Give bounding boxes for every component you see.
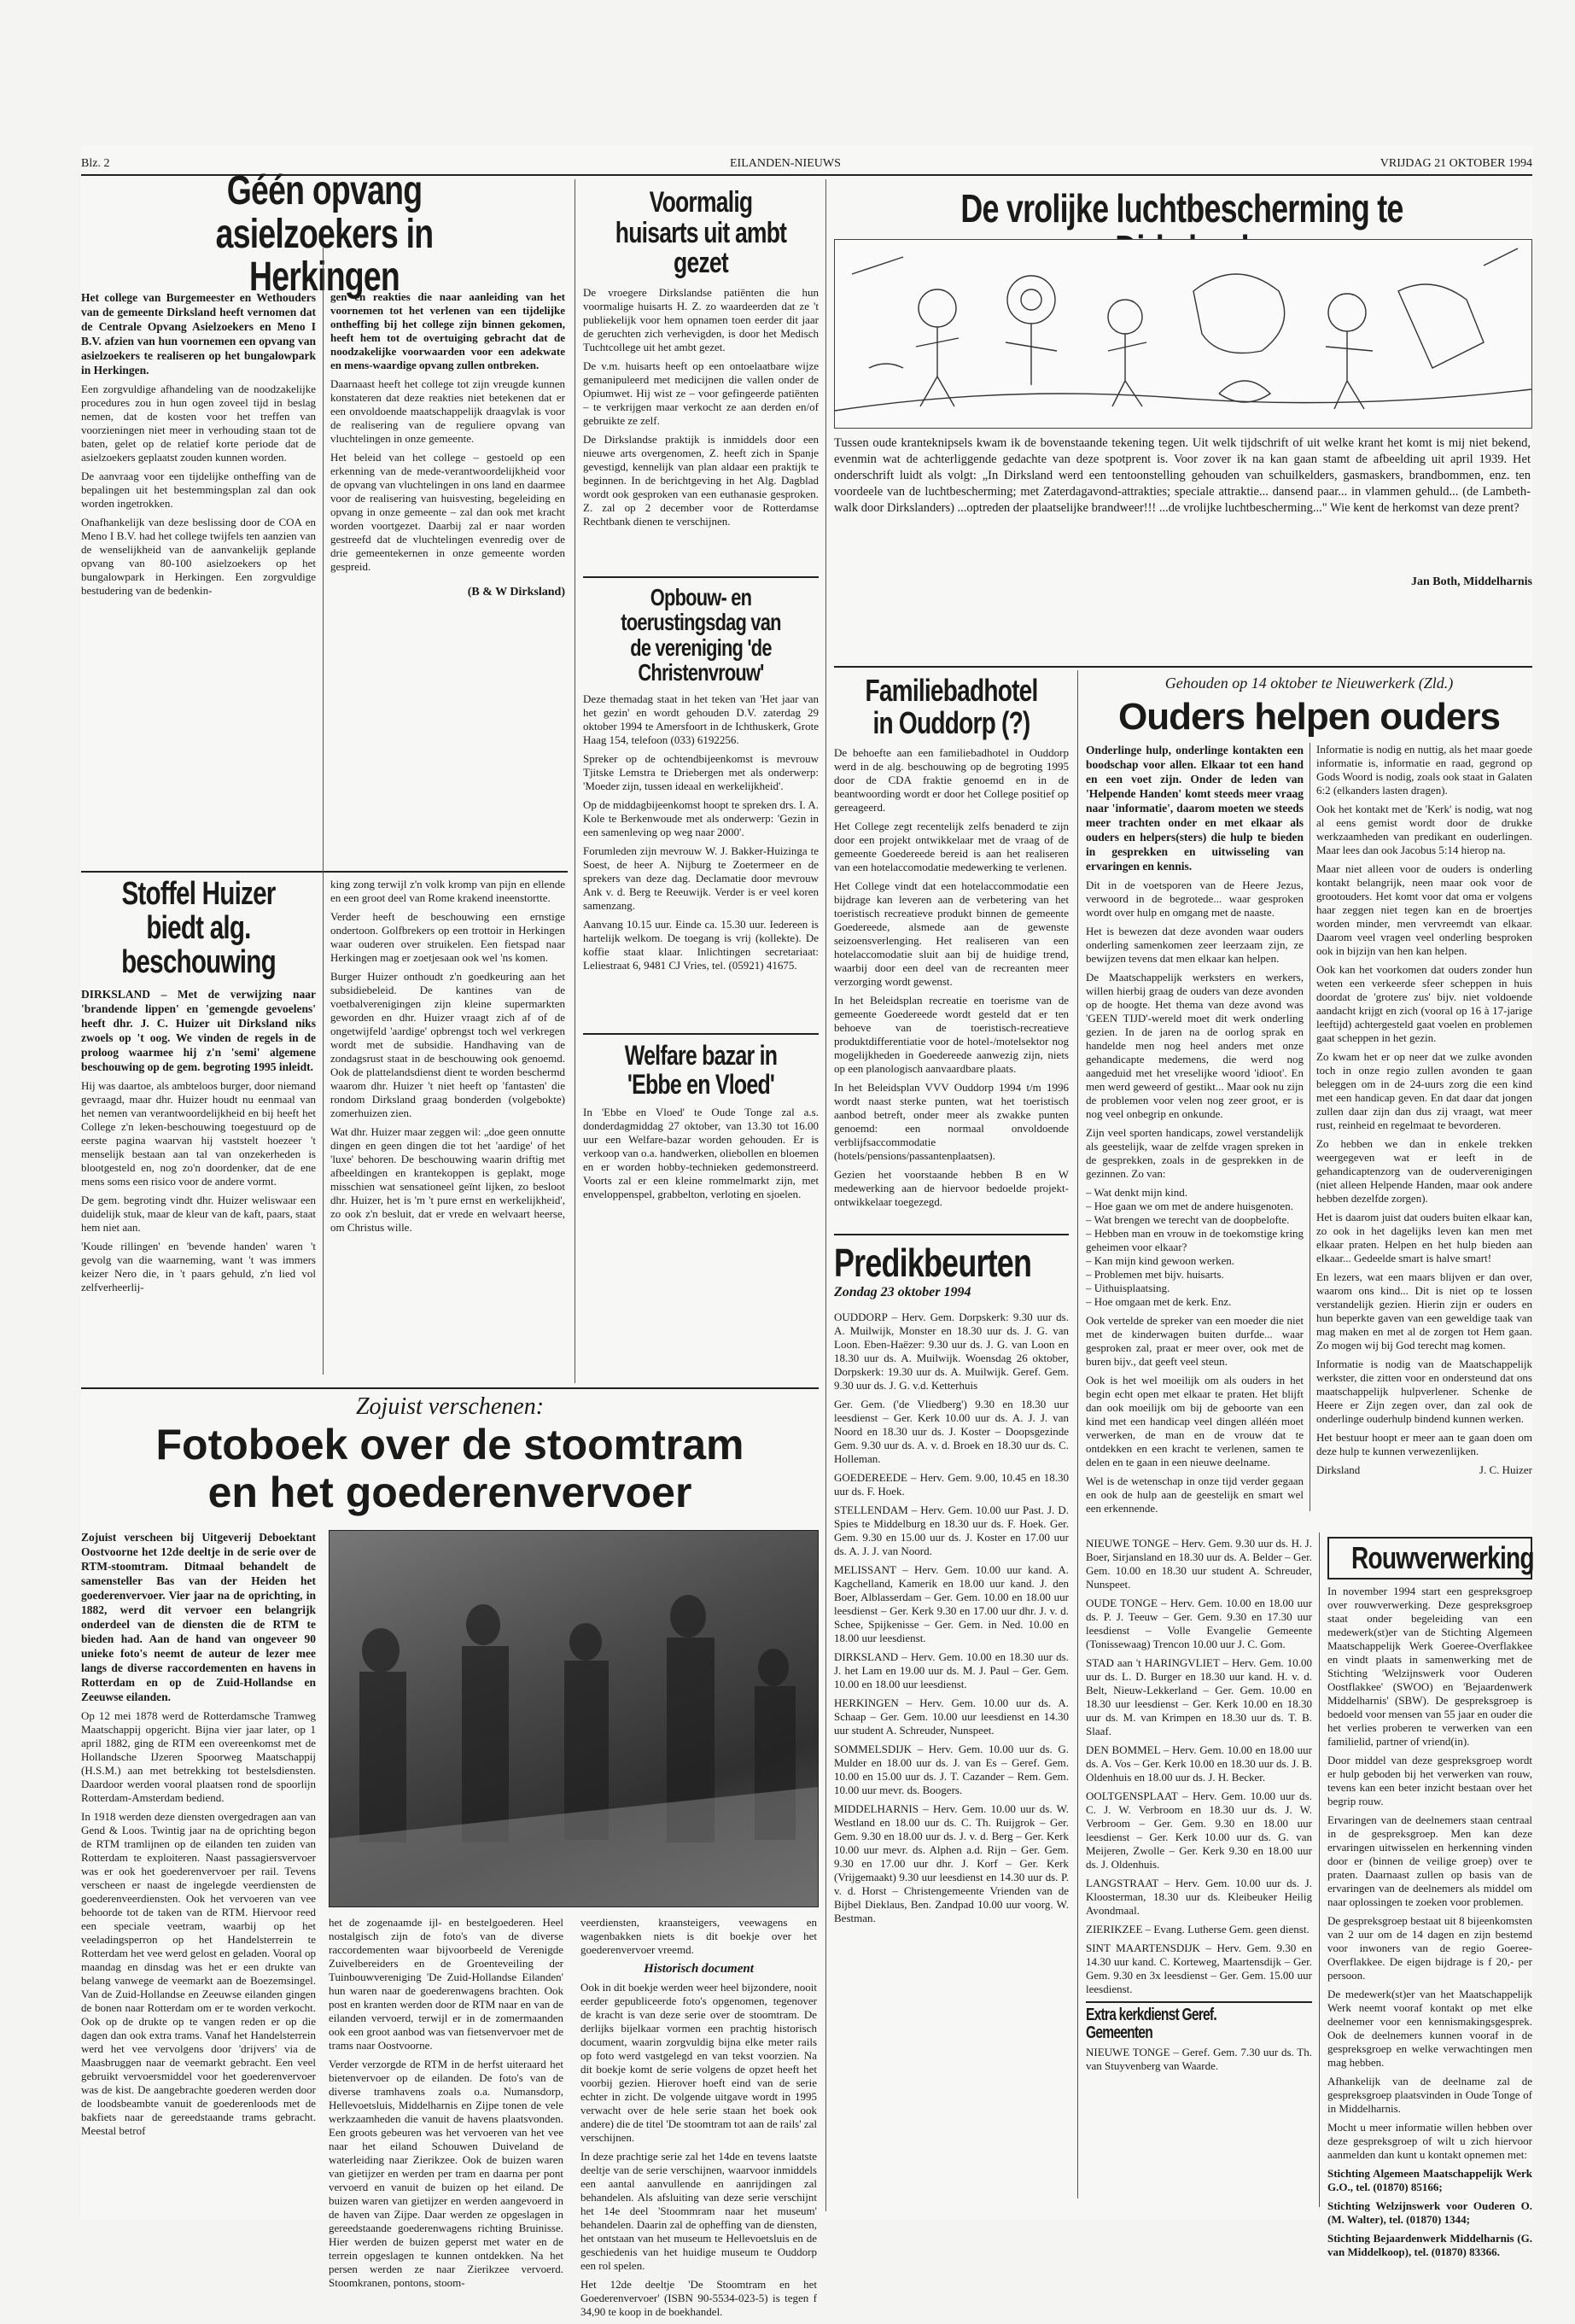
welfare-p1: In 'Ebbe en Vloed' te Oude Tonge zal a.s. donderdagmiddag 27 oktober, van 13.30 tot 16.00 uur een Welfare-bazar worden gehouden. Er is verkoop van o.a. handwerken, oliebollen en bloemen en er worden hobby-technieken gedemonstreerd. Voorts zal er een kleine rommelmarkt zijn, met enveloppenspel, grabbelton, verloting en sjoelen. bbox=[583, 1106, 819, 1201]
rouw-contact-2: Stichting Welzijnswerk voor Ouderen O. (M. Walter), tel. (01870) 1344; bbox=[1327, 2198, 1532, 2226]
opbouw-p1: Deze themadag staat in het teken van 'Het jaar van het gezin' en wordt gehouden D.V. zaterdag 29 oktober 1994 te Amersfoort in de Ichthuskerk, Grote Haag 154, telefoon (033) 6192256. bbox=[583, 692, 819, 746]
ouders-q3: – Wat brengen we terecht van de doopbeloftе. bbox=[1086, 1213, 1290, 1226]
ouders-r4: Ook kan het voorkomen dat ouders zonder hun weten een verkeerde sfeer scheppen in huis doordat de 'grotere zus' bijv. niet voldoende aandacht krijgt en zich (vooral op 16 à 17-jarige leeftijd) achtergesteld gaat voelen en problemen gaat scheppen in het gezin. bbox=[1316, 963, 1532, 1044]
service-entry: MIDDELHARNIS – Herv. Gem. 10.00 uur ds. W. Westland en 18.00 uur ds. C. Th. Ruijgrok – Ger. Gem. 9.30 en 18.00 uur ds. J. v. d. Berg – Ger. Kerk 10.00 uur mevr. ds. Alphen a.d. Rijn – Ger. Gem. 9.30 en 17.00 uur dhr. J. Korf – Ger. Kerk (Vrijgemaakt) 9.30 uur leesdienst en 14.30 uur ds. P. v. d. Horst – Christengemeente Vrienden van de Bijbel Dieklaus, Ben. Zandpad 10.00 uur voorg. W. Bestman. bbox=[834, 1802, 1069, 1924]
opbouw-title: Opbouw- en toerustingsdag van de vereniging 'de Christenvrouw' bbox=[621, 584, 781, 686]
stoffel-p6: Burger Huizer onthoudt z'n goedkeuring aan het subsidiebeleid. De kantines van de voetbalverenigingen zijn kleine supermarkten geworden en dhr. Huizer vraagt zich af of de ongetwijfeld 'aardige' opbrengst toch wel verkregen wordt met de subsidie. Handhaving van de zondagsrust staat in de beschouwing ook genoemd. Ook de plattelandsdienst dient te worden beschermd waarom dhr. Huizer 't niet heeft op 'fantasten' die rondom Dirksland graag bonderden (volgebokte) zomerhuizen zien. bbox=[330, 970, 565, 1119]
ouders-title: Ouders helpen ouders bbox=[1118, 696, 1500, 738]
opbouw-p3: Op de middagbijeenkomst hoopt te spreken drs. I. A. Kole te Berkenwoude met als onderwerp: 'Gezin in een samenleving op weg naar 2000'. bbox=[583, 797, 819, 838]
ouders-r2: Ook het kontakt met de 'Kerk' is nodig, wat nog al eens gemist wordt door de drukke werkzaamheden van predikant en ouderlingen. Maar lees dan ook Jacobus 5:14 hierop na. bbox=[1316, 803, 1532, 856]
service-entry: SOMMELSDIJK – Herv. Gem. 10.00 uur ds. G. Mulder en 18.00 uur ds. J. van Es – Geref. Gem. 10.00 en 15.00 uur ds. J. T. Cazander – Rem. Gem. 10.00 uur mevr. ds. Boogers. bbox=[834, 1743, 1069, 1796]
rouw-p4: De gespreksgroep bestaat uit 8 bijeenkomsten van 2 uur om de 14 dagen en zijn bestemd voor inwoners van de regio Goeree-Overflakkee. De eigen bijdrage is f 20,- per persoon. bbox=[1327, 1913, 1532, 1982]
ouders-r3: Maar niet alleen voor de ouders is onderling kontakt belangrijk, neen maar ook voor de grootouders. Het komt voor dat oma er volgens haar zeggen niet tegen kan en de broertjes worden minder, men vervreemdt van elkaar. Daarom veel vragen veel onderling besproken ook in bijzijn van hen kan helpen. bbox=[1316, 862, 1532, 957]
issue-date: VRIJDAG 21 OKTOBER 1994 bbox=[1380, 157, 1532, 170]
cartoon-drawing bbox=[835, 240, 1531, 428]
fotoboek-lead: Zojuist verscheen bij Uitgeverij Deboektant Oostvoorne het 12de deeltje in de serie over de RTM-stoomtram. Ditmaal behandelt de samensteller Bas van der Heiden het goederenvervoer. Vier jaar na de oprichting, in 1882, werd dit vervoer een belangrijk onderdeel van de diensten die de RTM te bieden had. Aan de hand van ongeveer 90 unieke foto's neemt de auteur de lezer mee langs de diverse raccordementen en havens in Rotterdam en op de Zuid-Hollandse en Zeeuwse eilanden. bbox=[81, 1531, 316, 1703]
opbouw-p4: Forumleden zijn mevrouw W. J. Bakker-Huizinga te Soest, de heer A. Nijburg te Zoetermeer en de sprekers van deze dag. Declamatie door mevrouw Ank v. d. Berg te Reeuwijk. Verder is er veel koren samenzang. bbox=[583, 844, 819, 912]
ouders-q5: – Kan mijn kind gewoon werken. bbox=[1086, 1254, 1235, 1267]
fotoboek-subhead: Historisch document bbox=[644, 1962, 754, 1976]
ouders-r10: Het bestuur hoopt er meer aan te gaan doen om deze hulp te kunnen verwezenlijken. bbox=[1316, 1431, 1532, 1457]
fotoboek-p4: Verder verzorgde de RTM in de herfst uiteraard het bietenvervoer op de eilanden. De foto's van de diverse tramhavens zoals o.a. Numansdorp, Hellevoetsluis, Middelharnis en Zijpe tonen de vele werkzaamheden die vanuit de havens plaatsvonden. Een groots gebeuren was het vervoeren van het vee naar het eiland Schouwen Duiveland de waterleiding naar Zierikzee. Ook de buizen waren van gietijzer en werden per tram en daarna per pont vervoerd en vanuit de buizen op het eiland. De buizen waren van gietijzer en werden aangevoerd in de haven van Zijpe. Daar werden ze opgeslagen in gereedstaande goederenwagens richting Bruinisse. Hier werden de buizen geperst met water en de terrein opgeslagen te kunnen ontdekken. Na het persen werden ze naar Zierikzee vervoerd. Stoomkranen, pontons, stoom- bbox=[329, 2058, 563, 2289]
service-entry: ZIERIKZEE – Evang. Lutherse Gem. geen dienst. bbox=[1086, 1923, 1310, 1936]
fotoboek-p7: In deze prachtige serie zal het 14de en tevens laatste deeltje van de serie verschijnen, waarvoor inmiddels een aantal aanvullende en aanrijdingen zal behandelen. Als afsluiting van deze serie verschijnt het 14e deel 'Stoommram naar het museum' behandelen. Daarin zal de opheffing van de diensten, het ontstaan van het museum te Hellevoetsluis en de geschiedenis van het huidige museum te Ouddorp een rol spelen. bbox=[580, 2150, 817, 2272]
services-list-1 bbox=[834, 1311, 1069, 1925]
familie-p5: In het Beleidsplan VVV Ouddorp 1994 t/m 1996 wordt naast sterke punten, wat het toeristisch aanbod betreft, onder meer als zwakke punten genoemd: een normaal onvoldoende verblijfsaccommodatie (hotels/pensions/passantenplaatsen). bbox=[834, 1080, 1069, 1162]
service-entry: OOLTGENSPLAAT – Herv. Gem. 10.00 uur ds. C. J. W. Verbroom en 18.30 uur ds. J. W. Verbroom – Ger. Gem. 9.30 en 18.00 uur leesdienst – Ger. Kerk 10.00 uur ds. G. van Meijeren, Zwolle – Ger. Kerk 9.30 en 18.00 uur ds. J. Oldenhuis. bbox=[1086, 1790, 1312, 1871]
service-entry: HERKINGEN – Herv. Gem. 10.00 uur ds. A. Schaap – Ger. Gem. 10.00 uur leesdienst en 14.30 uur student A. Schreuder, Nunspeet. bbox=[834, 1696, 1069, 1737]
rouw-title: Rouwverwerking bbox=[1350, 1540, 1534, 1575]
fotoboek-p1: Op 12 mei 1878 werd de Rotterdamsche Tramweg Maatschappij opgericht. Bijna vier jaar later, op 1 april 1882, ging de RTM een overeenkomst met de Hollandsche IJzeren Spoorweg Maatschappij (H.S.M.) aan met betrekking tot bestelsdiensten. Daardoor werden vooral plaatsen rond de spoorlijn Rotterdam-Amsterdam bediend. bbox=[81, 1709, 316, 1804]
asiel-p6: Het beleid van het college – gestoeld op een erkenning van de mede-verantwoordelijkheid voor de opvang van vluchtelingen in ons land en daarmee voor de realisering van huisvesting, begeleiding en opvang in onze gemeente – zal dan ook met kracht worden voortgezet. Daarbij zal er naar worden gestreefd dat de vluchtelingen evenredig over de drie gemeentekernen in onze gemeente worden gespreid. bbox=[330, 451, 565, 573]
fotoboek-p8: Het 12de deeltje 'De Stoomtram en het Goederenvervoer' (ISBN 90-5534-023-5) is tegen f 34,90 te koop in de boekhandel. bbox=[580, 2278, 817, 2318]
lucht-p1: Tussen oude kranteknipsels kwam ik de bovenstaande tekening tegen. Uit welk tijdschrift of uit welke krant het komt is mij niet bekend, evenmin wat de achterliggende gedachte van deze spotprent is. Voor zover ik na kan gaan stamt de afbeelding uit april 1939. Het onderschrift luidt als volgt: „In Dirksland werd een tentoonstelling gehouden van schuilkelders, gasmaskers, brandbommen, enz. ten voordeele van de luchtbescherming; met Zaterdagavond-attrakties; speciale attraktie... dansend paar... in vlammen gehuld... (de Lambeth-walk door Dirkslanders) ...optreden der plaatselijke brandweer!!! ...de vrolijke luchtbescherming..." Wie kent de herkomst van deze prent? bbox=[834, 436, 1531, 515]
stoffel-lead: DIRKSLAND – Met de verwijzing naar 'brandende lippen' en 'gemengde gevoelens' heeft dhr. J. C. Huizer uit Dirksland niks zwoels op 't oog. We vinden de regels in de proloog waarmee hij z'n 'semi' algemene beschouwing op de gem. begroting 1995 inleidt. bbox=[81, 987, 316, 1073]
familie-p1: De behoefte aan een familiebadhotel in Ouddorp werd in de alg. beschouwing op de begroting 1995 door de CDA fraktie genoemd en in de beantwoording wordt er door het College positief op gereageerd. bbox=[834, 745, 1069, 814]
article-welfare bbox=[583, 1042, 819, 1247]
article-rouwverwerking bbox=[1327, 1537, 1534, 2258]
stoffel-p5: Verder heeft de beschouwing een ernstige ondertoon. Golfbrekers op een trottoir in Herkingen waar ouderen over struikelen. Een fietspad naar Herkingen mag er zoetjesaan ook wel 'ns komen. bbox=[330, 910, 565, 964]
ouders-q6: – Problemen met bijv. huisarts. bbox=[1086, 1268, 1224, 1281]
fotoboek-title-2: en het goederenvervoer bbox=[207, 1469, 692, 1516]
article-stoffel bbox=[81, 878, 568, 1381]
extra-service-title: Extra kerkdienst Geref. Gemeenten bbox=[1086, 2006, 1216, 2042]
article-luchtbescherming bbox=[834, 188, 1532, 662]
rouw-contact-3: Stichting Bejaardenwerk Middelharnis (G. van Middelkoop), tel. (01870) 83366. bbox=[1327, 2231, 1532, 2258]
services-list-2 bbox=[1086, 1537, 1312, 1996]
familie-p6: Gezien het voorstaande hebben B en W medewerking aan de hiervoor bedoelde projekt-ontwikkelaar toegezegd. bbox=[834, 1167, 1069, 1208]
fotoboek-p5: veerdiensten, kraansteigers, veewagens en wagenbakken niets is dit boekje over het goederenvervoer vreemd. bbox=[580, 1916, 817, 1956]
rouw-p2: Door middel van deze gespreksgroep wordt er hulp geboden bij het verwerken van rouw, tevens kan een beter inzicht bestaan over het begrip rouw. bbox=[1327, 1753, 1532, 1807]
predik-date: Zondag 23 oktober 1994 bbox=[834, 1285, 971, 1300]
rouw-p3: Ervaringen van de deelnemers staan centraal in de gespreksgroep. Men kan deze ervaringen uitwisselen en herkenning vinden door er (binnen de veilige groep) over te praten. Daarnaast zullen op basis van de ervaringen van de deelnemers als middel om naar oplossingen te zoeken voor problemen. bbox=[1327, 1813, 1532, 1908]
stoffel-p3: 'Koude rillingen' en 'bevende handen' waren 't gevolg van die waarneming, want 't was immers keizer Nero die, in 't paars gehuld, z'n lied vol zelfverheerlij- bbox=[81, 1239, 316, 1293]
service-entry: STAD aan 't HARINGVLIET – Herv. Gem. 10.00 uur ds. L. D. Burger en 18.30 uur kand. H. v. d. Belt, Nieuw-Lekkerland – Ger. Gem. 10.00 en 18.30 uur leesdienst – Ger. Kerk 10.00 en 18.30 uur ds. M. van Krimpen en 18.30 uur ds. T. B. Slaaf. bbox=[1086, 1656, 1312, 1737]
fotoboek-p2: In 1918 werden deze diensten overgedragen aan van Gend & Loos. Twintig jaar na de oprichting begon de RTM tramlijnen op de eilanden ten zuiden van Rotterdam te exploiteren. Naast passagiersvervoer was er ook het goederenvervoer per rail. Tevens verscheen er naast de ingelegde veerdiensten de goederenveerdiensten. Ook het vervoeren van vee behoorde tot de taken van de RTM. Hiervoor reed een speciale veetram, waarbij op het veeladingsperron op het Handelsterrein te Rotterdam het vee werd gelost en geladen. Vooral op maandag en dinsdag was het er een drukte van belang vanwege de veemarkt aan de Boezemsingel. Van de Zuid-Hollandse en Zeeuwse eilanden gingen de bonen naar Rotterdam om er te worden verkocht. Ook op de drukte op te vangen reden er op die dagen dan ook extra trams. Vanaf het Handelsterrein werd het vee vervolgens door 'drijvers' via de Maasbruggen naar de veemarkt gebracht. Een veel gebruikt vervoersmiddel voor het goederenvervoer was de kist. De aangebrachte goederen werden door de loodsbeambte vanuit de goederenloods met de bakfiets naar de gereedstaande trams gebracht. Meestal betrof bbox=[81, 1810, 316, 2137]
article-familiebadhotel bbox=[834, 674, 1069, 1229]
asiel-p1: Een zorgvuldige afhandeling van de noodzakelijke procedures zou in hun ogen zoveel tijd in beslag nemen, dat de kosten voor het treffen van voorzieningen niet meer in verhouding staan tot de baten, gelet op de relatief korte periode dat de asielzoekers geplaatst zouden kunnen worden. bbox=[81, 382, 316, 464]
ouders-p1: Dit in de voetsporen van de Heere Jezus, verwoord in de begrotede... waar gesproken wordt over hulp en omgang met de naaste. bbox=[1086, 879, 1304, 919]
service-entry: LANGSTRAAT – Herv. Gem. 10.00 uur ds. J. Kloosterman, 18.30 uur ds. Kleibeuker Heilig Avondmaal. bbox=[1086, 1877, 1312, 1917]
service-entry: SINT MAARTENSDIJK – Herv. Gem. 9.30 en 14.30 uur kand. C. Korteweg, Maartensdijk – Ger. Gem. 9.30 en 3x leesdienst – Ger. Gem. 15.00 uur leesdienst. bbox=[1086, 1942, 1312, 1995]
ouders-r8: En lezers, wat een maars blijven er dan over, waarom ons kind... Dit is niet op te lossen verstandelijk gezien. Hierin zijn er ouders en hun beperkte gaven van een geweldige taak van mag maken en met al de zorgen tot Hem gaan. Zo mogen wij bij God terecht mag komen. bbox=[1316, 1270, 1532, 1352]
service-entry: MELISSANT – Herv. Gem. 10.00 uur kand. A. Kagchelland, Kamerik en 18.00 uur kand. J. den Boer, Alblasserdam – Ger. Gem. 10.00 en 18.00 uur leesdienst – Ger. Kerk 9.30 en 17.00 uur dhr. J. v. d. Schee, Spijkenisse – Ger. Gem. in Ned. 10.00 en 18.00 uur leesdienst. bbox=[834, 1563, 1069, 1644]
asiel-signature: (B & W Dirksland) bbox=[467, 586, 565, 599]
ouders-q8: – Hoe omgaan met de kerk. Enz. bbox=[1086, 1295, 1232, 1308]
asiel-p4: gen en reakties die naar aanleiding van het voornemen tot het verlenen van een tijdelijke ontheffing bij het college zijn binnen gekomen, heeft hem tot de overtuiging gebracht dat de noodzakelijke voorwaarden voor een adekwate en mens-waardige opvang zullen ontbreken. bbox=[330, 290, 565, 371]
cartoon-illustration bbox=[834, 239, 1532, 429]
ouders-p5: Ook vertelde de spreker van een moeder die niet met de kinderwagen buiten durfde... waar gesproken zal, praat er meer over, ook met de buren bijv., dat geeft veel steun. bbox=[1086, 1314, 1304, 1368]
ouders-p6: Ook is het wel moeilijk om als ouders in het begin echt open met elkaar te praten. Het blijft dan ook moeilijk om bij de geboorte van een kind met een handicap veel dingen alléén moet verwerken, de man en de vrouw dat te ontdekken en een kracht te verlenen, samen te delen en te gaan in een nieuwe deelname. bbox=[1086, 1374, 1304, 1469]
ouders-r6: Zo hebben we dan in enkele trekken weergegeven wat er leeft in de gehandicaptenzorg van de ouderverenigingen (niet alleen Helpende Handen, maar ook andere hebben dezelfde zorgen). bbox=[1316, 1137, 1532, 1205]
ouders-r7: Het is daarom juist dat ouders buiten elkaar kan, zo ook in het dagelijks leven kan men met elkaar praten. Helpen en het hulp bieden aan elkaar... Gedeelde smart is halve smart! bbox=[1316, 1211, 1532, 1264]
ouders-signature: J. C. Huizer bbox=[1479, 1463, 1532, 1476]
fotoboek-p3: het de zogenaamde ijl- en bestelgoederen. Heel nostalgisch zijn de foto's van de diverse raccordementen waar bijvoorbeeld de Verenigde Zuivelbereiders en de Groenteveiling der Tuinbouwvereniging 'De Zuid-Hollandse Eilanden' hun waren naar de goederenwagens brachten. Ook post en kranten werden door de RTM naar en van de eilanden vervoerd, terwijl er in de zomermaanden ook een groot aanbod was van fietsenvervoer met de trams naar Oostvoorne. bbox=[329, 1916, 563, 2052]
familie-title: Familiebadhotel in Ouddorp (?) bbox=[865, 673, 1038, 740]
service-entry: STELLENDAM – Herv. Gem. 10.00 uur Past. J. D. Spies te Middelburg en 18.30 uur ds. F. Hoek. Ger. Gem. 9.30 en 15.00 uur ds. J. Koster en 17.00 uur ds. A. J. J. van Noord. bbox=[834, 1504, 1069, 1557]
ouders-r9: Informatie is nodig van de Maatschappelijk werkster, die zitten voor en ondersteund dat ons maatschappelijk hulpverlener. Schenke de Heere er Zijn zegen over, dan zal ook de onderlinge ouderhulp bindend kunnen werken. bbox=[1316, 1358, 1532, 1425]
ouders-lead: Onderlinge hulp, onderlinge kontakten een boodschap voor allen. Elkaar tot een hand en een voet zijn. Onder de leden van 'Helpende Handen' komt steeds meer vraag naar 'informatie', daarom moeten we steeds meer trachten onder en met elkaar als ouders en helpers(sters) die hulp te bieden in gesprekken en uitwisseling van ervaringen en kennis. bbox=[1086, 744, 1304, 873]
opbouw-p2: Spreker op de ochtendbijeenkomst is mevrouw Tjitske Lemstra te Driebergen met als onderwerp: 'Moeder zijn, tussen ideaal en werkelijkheid'. bbox=[583, 751, 819, 792]
ouders-p2: Het is bewezen dat deze avonden waar ouders onderling samenkomen zeer leerzaam zijn, ze bewijzen tevens dat men elkaar kan helpen. bbox=[1086, 925, 1304, 965]
rouw-p7: Mocht u meer informatie willen hebben over deze gespreksgroep of wilt u zich hiervoor aanmelden dan kunt u kontakt opnemen met: bbox=[1327, 2120, 1532, 2161]
service-entry: OUDE TONGE – Herv. Gem. 10.00 en 18.00 uur ds. P. J. Teeuw – Ger. Gem. 9.30 en 17.30 uur leesdienst – Volle Evangelie Gemeente (Tonissewaag) Trencon 10.00 uur J. C. Gom. bbox=[1086, 1597, 1312, 1650]
service-entry: GOEDEREEDE – Herv. Gem. 9.00, 10.45 en 18.30 uur ds. F. Hoek. bbox=[834, 1471, 1069, 1498]
service-entry: Ger. Gem. ('de Vliedberg') 9.30 en 18.30 uur leesdienst – Ger. Kerk 10.00 uur ds. A. J. J. van Noord en 18.30 uur ds. J. Koster – Doopsgezinde Gem. 9.30 uur ds. A. v. d. Broek en 18.30 uur ds. C. Holleman. bbox=[834, 1398, 1069, 1465]
fotoboek-title-1: Fotoboek over de stoomtram bbox=[155, 1421, 744, 1469]
rouw-p5: De medewerk(st)er van het Maatschappelijk Werk neemt vooraf kontakt op met elke deelnemer voor een kennismakingsgesprek. Ook de deelnemers kunnen vooraf in de gespreksgroep en welke verwachtingen men mag hebben. bbox=[1327, 1987, 1532, 2069]
ouders-p7: Wel is de wetenschap in onze tijd verder gegaan en ook de hulp aan de geestelijk en smart wel een erkennende. bbox=[1086, 1474, 1304, 1515]
article-fotoboek bbox=[81, 1393, 819, 2318]
tram-workers-photo bbox=[329, 1530, 819, 1907]
ouders-q2: – Hoe gaan we om met de andere huisgenoten. bbox=[1086, 1200, 1293, 1212]
asiel-p2: De aanvraag voor een tijdelijke ontheffing van de bepalingen uit het bestemmingsplan zal dan ook worden ingetrokken. bbox=[81, 470, 316, 510]
rouw-p1: In november 1994 start een gespreksgroep over rouwverwerking. Deze gespreksgroep staat onder begeleiding van een medewerk(st)er van de Stichting Algemeen Maatschappelijk Werk Goeree-Overflakkee en vindt plaats in samenwerking met de Stichting 'Welzijnswerk voor Ouderen Oostflakkee' (SWOO) en 'Bejaardenwerk Middelharnis' (SBW). De gespreksgroep is bedoeld voor mensen van 55 jaar en ouder die het verlies proberen te verwerken van een familielid, partner of vriend(in). bbox=[1327, 1584, 1532, 1748]
familie-p4: In het Beleidsplan recreatie en toerisme van de gemeente Goedereede wordt gesteld dat er ten behoeve van de toeristisch-recreatieve produktdifferentiatie voor de hotel-/motelsektor nog mogelijkheden in Goedereede aanwezig zijn, niets op een planologisch aanvaardbare plaats. bbox=[834, 993, 1069, 1075]
rouw-title-box bbox=[1327, 1537, 1532, 1580]
huisarts-p2: De v.m. huisarts heeft op een ontoelaatbare wijze gemanipuleerd met medicijnen die vallen onder de Opiumwet. Hij wist ze – voor gefingeerde patiënten – te verkrijgen maar verkocht ze aan derden en/of gebruikte ze zelf. bbox=[583, 359, 819, 428]
asiel-lead: Het college van Burgemeester en Wethouders van de gemeente Dirksland heeft vernomen dat de Centrale Opvang Asielzoekers en Meno I B.V. afzien van hun voornemen een opvang van asielzoekers te realiseren op het bungalowpark in Herkingen. bbox=[81, 291, 316, 377]
ouders-r5: Zo kwam het er op neer dat we zulke avonden toch in onze regio zullen avonden te gaan beleggen om in de 24-uurs zorg die een kind met een handicap geven. En dat daar dat jongen zullen daar zijn dan dus zij vraagt, wat meer rust, reinheid en regelmaat te bevorderen. bbox=[1316, 1050, 1532, 1131]
page-number: Blz. 2 bbox=[81, 157, 110, 170]
ouders-q4: – Hebben man en vrouw in de toekomstige kring geheimen voor elkaar? bbox=[1086, 1227, 1304, 1253]
fotoboek-kicker: Zojuist verschenen: bbox=[355, 1393, 545, 1420]
predik-title: Predikbeurten bbox=[834, 1241, 1032, 1285]
asiel-p5: Daarnaast heeft het college tot zijn vreugde kunnen konstateren dat deze reakties niet betekenen dat er een onvoldoende maatschappelijk draagvlak is voor de realisering van de reguliere opvang van vluchtelingen in onze gemeente. bbox=[330, 377, 565, 445]
fotoboek-p6: Ook in dit boekje werden weer heel bijzondere, nooit eerder gepubliceerde foto's opgenomen, tegenover de kracht is van deze serie over de stoomtram. De derlijks bijelkaar vormen een prachtig historisch document, waarin zorgvuldig bijna elke meter rails op foto werd vastgelegd en van tekst voorzien. Na dit boekje komt de serie volgens de opzet heeft het voorbij gezien. Hierover hoeft eind van de serie echter in zicht. De volgende uitgave wordt in 1995 verwacht over de hele serie staan het boek ook andere) die de titel 'De stoomtram tot aan de rails' zal verschijnen. bbox=[580, 1981, 817, 2144]
newspaper-page bbox=[81, 145, 1534, 2318]
familie-p3: Het College vindt dat een hotelaccommodatie een bijdrage kan leveren aan de verbetering van het toeristisch recreatieve produkt binnen de gemeente Goedereede, alsmede aan de gewenste seizoensverlenging. Het realiseren van een hotelaccomodatie sluit aan bij de huidige trend, waarbij door een deel van de recreanten meer verzorging wordt gewenst. bbox=[834, 879, 1069, 988]
paper-name: EILANDEN-NIEUWS bbox=[730, 157, 841, 170]
stoffel-p1: Hij was daartoe, als ambteloos burger, door niemand gevraagd, maar dhr. Huizer houdt nu eenmaal van het nemen van verantwoordelijkheid en bij heeft het College z'n leken-beschouwing toegestuurd op de eerste pagina waarvan hij vaststelt hoezeer 't menselijk bestaan aan tal van onzekerheden is blootgesteld en, nog zo'n doordenker, dat de ene mens soms een risico voor de andere vormt. bbox=[81, 1078, 316, 1188]
stoffel-p7: Wat dhr. Huizer maar zeggen wil: „doe geen onnutte dingen en geen dingen die tot het 'aardige' of het 'luxe' behoren. De beschouwing waarin driftig met afbeeldingen en krantekoppen is geplakt, moge misschien wat sensationeel geïnt lijken, zo besloot dhr. Huizer, het is 'm 't pure ernst en werkelijkheid', zo ook z'n besluit, dat er vrede en welvaart heerse, om Christus wille. bbox=[330, 1125, 565, 1234]
huisarts-title: Voormalig huisarts uit ambt gezet bbox=[615, 186, 787, 280]
service-entry: DEN BOMMEL – Herv. Gem. 10.00 en 18.00 uur ds. A. Vos – Ger. Kerk 10.00 en 18.30 uur ds. J. B. Oldenhuis en 18.00 uur ds. J. H. Becker. bbox=[1086, 1743, 1312, 1784]
predik-column-2 bbox=[1086, 1537, 1312, 2211]
service-entry: OUDDORP – Herv. Gem. Dorpskerk: 9.30 uur ds. A. Muilwijk, Monster en 18.30 uur ds. J. G. van Loon. Eben-Haëzer: 9.30 uur ds. J. G. van Loon en 18.30 uur ds. A. Muilwijk. Woensdag 26 oktober, Dorpskerk: 19.30 uur ds. A. Muilwijk. Geref. Gem. 9.30 uur ds. J. G. v.d. Ketterhuis bbox=[834, 1311, 1069, 1392]
ouders-place: Dirksland bbox=[1316, 1463, 1361, 1476]
ouders-p4: Zijn veel sporten handicaps, zowel verstandelijk als geestelijk, waar de zelfde vragen spreken in de gesprekken, zoals in de gesprekken in de gezinnen. Zo van: bbox=[1086, 1126, 1304, 1180]
welfare-title: Welfare bazar in 'Ebbe en Vloed' bbox=[624, 1040, 778, 1100]
photo-shapes bbox=[330, 1531, 818, 1906]
familie-p2: Het College zegt recentelijk zelfs benaderd te zijn door een projekt ontwikkelaar met de vraag of de gemeente Goedereede bereid is aan het realiseren van een hotelaccomodatie medewerking te verlenen. bbox=[834, 819, 1069, 873]
article-opbouw bbox=[583, 585, 819, 1029]
extra-service-entry: NIEUWE TONGE – Geref. Gem. 7.30 uur ds. Th. van Stuyvenberg van Waarde. bbox=[1086, 2046, 1312, 2072]
ouders-p3: De Maatschappelijk werksters en werkers, willen hierbij graag de ouders van deze avonden op de hoogte. Het thema van deze avond was 'GEEN TIJD'-wereld moet dit werk onderling gezien. In de jaren na de oorlog sprak en handelde men nog heel anders met onze gehandicapte medemens, die werd nog aangeduid met het vreselijke woord 'idioot'. En men werd geweerd of gestikt... Maar ook nu zijn de problemen voor velen nog zeer groot, er is nog veel onbegrip en onkunde. bbox=[1086, 971, 1304, 1120]
lucht-title: De vrolijke luchtbescherming te bbox=[960, 186, 1403, 231]
asiel-title: Géén opvang asielzoekers in Herkingen bbox=[215, 168, 434, 301]
service-entry: DIRKSLAND – Herv. Gem. 10.00 en 18.30 uur ds. J. het Lam en 19.00 uur ds. M. J. Paul – Ger. Gem. 10.00 en 18.00 uur leesdienst. bbox=[834, 1650, 1069, 1690]
article-asiel bbox=[81, 168, 568, 867]
huisarts-p3: De Dirkslandse praktijk is inmiddels door een nieuwe arts overgenomen, Z. heeft zich in Spanje gevestigd, kennelijk van plan aldaar een praktijk te beginnen. In de berichtgeving in het Alg. Dagblad wordt ook gesproken van een euthanasie gesproken. Z. zal op 2 december voor de Rotterdamse Rechtbank dienen te verschijnen. bbox=[583, 433, 819, 528]
opbouw-p5: Aanvang 10.15 uur. Einde ca. 15.30 uur. Iedereen is hartelijk welkom. De toegang is vrij (kollekte). De koffie staat klaar. Inlichtingen secretariaat: Leliestraat 6, 9481 CJ Vries, tel. (05921) 41675. bbox=[583, 917, 819, 972]
rouw-p6: Afhankelijk van de deelname zal de gespreksgroep plaatsvinden in Oude Tonge of in Middelharnis. bbox=[1327, 2074, 1532, 2115]
huisarts-p1: De vroegere Dirkslandse patiënten die hun voormalige huisarts H. Z. zo waardeerden dat ze 't publiekelijk voor hem opnamen toen eerder dit jaar de geruchten zich verhevigden, is door het Medisch Tuchtcollege uit het ambt gezet. bbox=[583, 286, 819, 354]
ouders-q7: – Uithuisplaatsing. bbox=[1086, 1282, 1170, 1294]
asiel-p3: Onafhankelijk van deze beslissing door de COA en Meno I B.V. had het college twijfels ten aanzien van de wenselijkheid van de aanvankelijk geplande opvang van 80-100 asielzoekers op het bungalowpark in Herkingen. Een zorgvuldige bestudering van de bedenkin- bbox=[81, 516, 316, 597]
service-entry: NIEUWE TONGE – Herv. Gem. 9.30 uur ds. H. J. Boer, Sirjansland en 18.30 uur ds. A. Belder – Ger. Gem. 10.00 en 18.30 uur student A. Schreuder, Nunspeet. bbox=[1086, 1537, 1312, 1591]
stoffel-title: Stoffel Huizer biedt alg. beschouwing bbox=[121, 876, 276, 980]
ouders-q1: – Wat denkt mijn kind. bbox=[1086, 1186, 1187, 1199]
stoffel-p2: De gem. begroting vindt dhr. Huizer weliswaar een duidelijk stuk, maar de kleur van de kaft, paars, staat hem niet aan. bbox=[81, 1193, 316, 1234]
article-huisarts bbox=[583, 188, 819, 572]
stoffel-p4: king zong terwijl z'n volk kromp van pijn en ellende en een groot deel van Rome krakend ineenstortte. bbox=[330, 878, 565, 904]
ouders-kicker: Gehouden op 14 oktober te Nieuwerkerk (Zld.) bbox=[1164, 674, 1454, 692]
ouders-r1: Informatie is nodig en nuttig, als het maar goede informatie is, informatie en raad, gegrond op Gods Woord is nodig, zoals ook staat in Galaten 6:2 (elkanders lasten dragen). bbox=[1316, 743, 1532, 797]
lucht-signature: Jan Both, Middelharnis bbox=[1411, 575, 1532, 588]
rouw-contact-1: Stichting Algemeen Maatschappelijk Werk G.O., tel. (01870) 85166; bbox=[1327, 2166, 1532, 2193]
